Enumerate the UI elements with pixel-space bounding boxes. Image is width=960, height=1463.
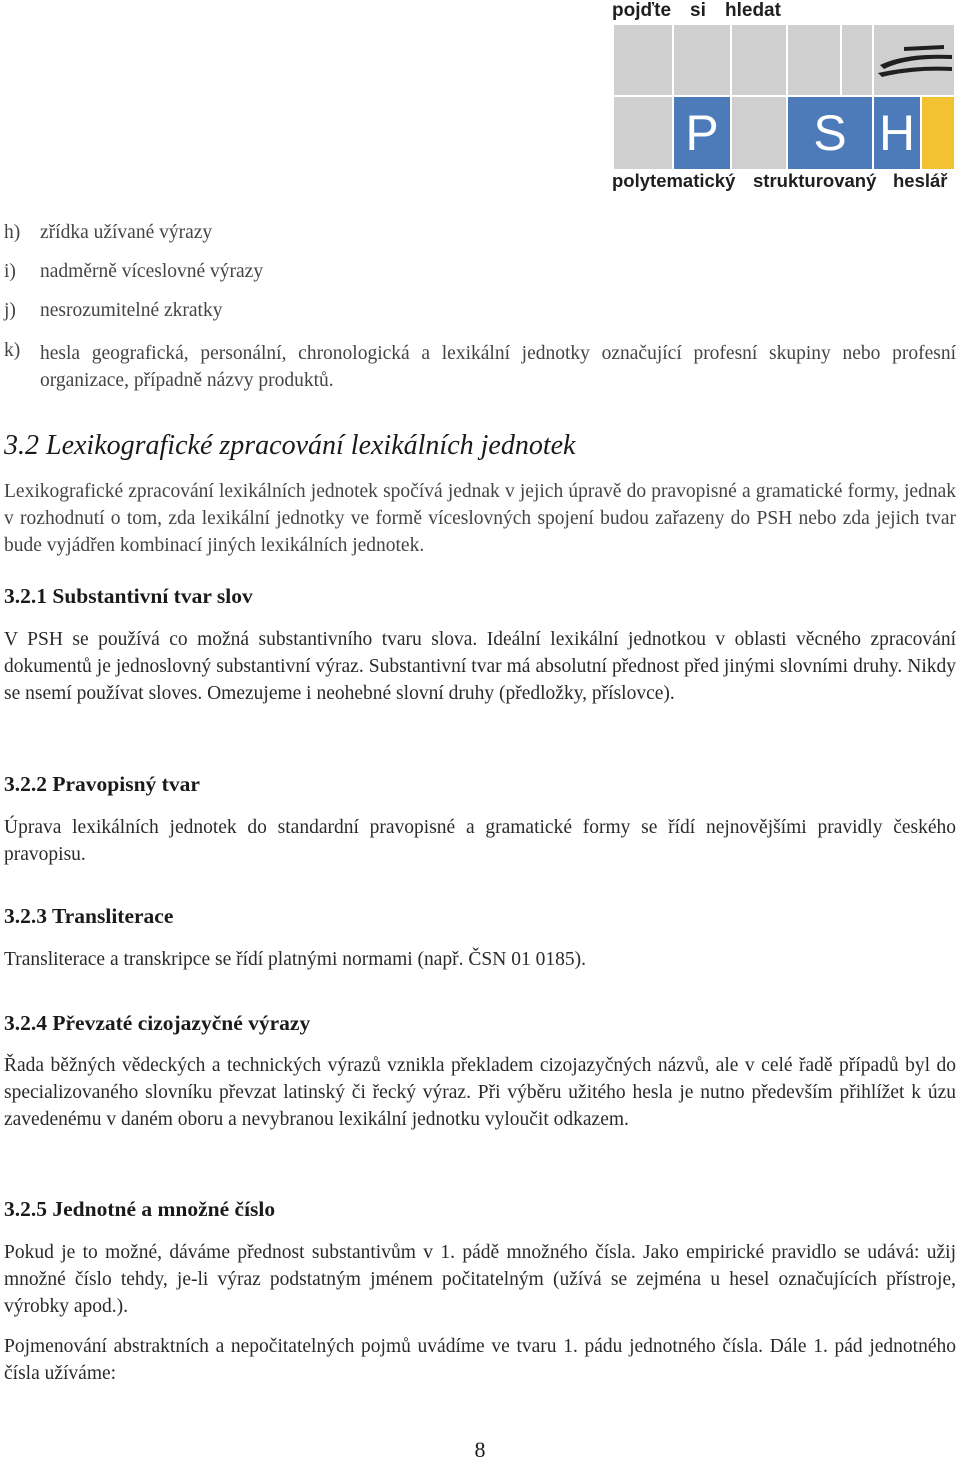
logo-tagline	[612, 0, 956, 24]
logo-cell	[732, 97, 786, 169]
logo-cell	[732, 25, 786, 95]
list-label: k)	[4, 340, 21, 361]
psh-logo	[612, 0, 956, 196]
logo-cell	[842, 25, 872, 95]
subsection-heading: 3.2.4 Převzaté cizojazyčné výrazy	[4, 1011, 311, 1035]
paragraph: Pojmenování abstraktních a nepočitatelných pojmů uvádíme ve tvaru 1. pádu jednotného čísla. Dále 1. pád jednotného čísla užíváme:	[4, 1336, 956, 1384]
logo-cell	[922, 97, 954, 169]
paragraph: Transliterace a transkripce se řídí platnými normami (např. ČSN 01 0185).	[4, 949, 586, 970]
logo-cell	[788, 25, 840, 95]
list-text: nadměrně víceslovné výrazy	[40, 261, 264, 282]
logo-word: heslář	[893, 170, 948, 191]
logo-letter-s: S	[788, 97, 872, 169]
logo-grid	[614, 25, 954, 169]
paragraph: V PSH se používá co možná substantivního tvaru slova. Ideální lexikální jednotkou v oblasti věcného zpracování dokumentů je jednoslovný substantivní výraz. Substantivní tvar má absolutní přednost před jinými slovními druhy. Nikdy se nsemí používat sloves. Omezujeme i neohebné slovní druhy (předložky, příslovce).	[4, 629, 956, 704]
logo-word: si	[690, 0, 706, 21]
list-item	[4, 340, 956, 394]
list-label: j)	[4, 300, 16, 321]
logo-word: strukturovaný	[753, 170, 877, 191]
logo-cell	[614, 25, 672, 95]
subsection-heading: 3.2.1 Substantivní tvar slov	[4, 584, 253, 608]
list-label: i)	[4, 261, 16, 282]
list-item	[4, 300, 222, 322]
subsection-heading: 3.2.3 Transliterace	[4, 904, 174, 928]
subsection-heading: 3.2.2 Pravopisný tvar	[4, 772, 200, 796]
swoosh-icon	[874, 25, 954, 95]
page-number: 8	[474, 1437, 486, 1462]
list-text: nesrozumitelné zkratky	[40, 300, 223, 321]
paragraph: Lexikografické zpracování lexikálních jednotek spočívá jednak v jejich úpravě do pravopisné a gramatické formy, jednak v rozhodnutí o tom, zda lexikální jednotky ve formě víceslovných spojení budou zařazeny do PSH nebo zda jejich tvar bude vyjádřen kombinací jiných lexikálních jednotek.	[4, 481, 956, 556]
subsection-heading: 3.2.5 Jednotné a množné číslo	[4, 1197, 276, 1221]
logo-cell	[614, 97, 672, 169]
logo-letter-p: P	[674, 97, 730, 169]
logo-caption	[612, 170, 956, 194]
logo-word: hledat	[725, 0, 781, 21]
paragraph: Úprava lexikálních jednotek do standardní pravopisné a gramatické formy se řídí nejnovějšími pravidly českého pravopisu.	[4, 817, 956, 865]
list-item	[4, 261, 263, 283]
logo-swoosh-cell	[874, 25, 954, 95]
logo-word: polytematický	[612, 170, 736, 191]
list-item	[4, 222, 212, 244]
logo-word: pojďte	[612, 0, 672, 21]
list-label: h)	[4, 222, 21, 243]
section-heading: 3.2 Lexikografické zpracování lexikálních jednotek	[4, 430, 576, 461]
paragraph: Řada běžných vědeckých a technických výrazů vznikla překladem cizojazyčných názvů, ale v celé řadě případů byl do specializovaného slovníku převzat latinský či řecký výraz. Při výběru užitého hesla je nutno především přihlížet k úzu zavedenému v daném oboru a nevybranou lexikální jednotku vyloučit odkazem.	[4, 1055, 956, 1130]
logo-cell	[674, 25, 730, 95]
list-text: hesla geografická, personální, chronologická a lexikální jednotky označující profesní skupiny nebo profesní organizace, případně názvy produktů.	[40, 343, 956, 391]
paragraph: Pokud je to možné, dáváme přednost substantivům v 1. pádě množného čísla. Jako empirické pravidlo se udává: užij množné číslo tehdy, je-li výraz podstatným jménem počitatelným (užívá se zejména u hesel označujících přístroje, výrobky apod.).	[4, 1242, 956, 1317]
list-text: zřídka užívané výrazy	[40, 222, 213, 243]
logo-letter-h: H	[874, 97, 920, 169]
